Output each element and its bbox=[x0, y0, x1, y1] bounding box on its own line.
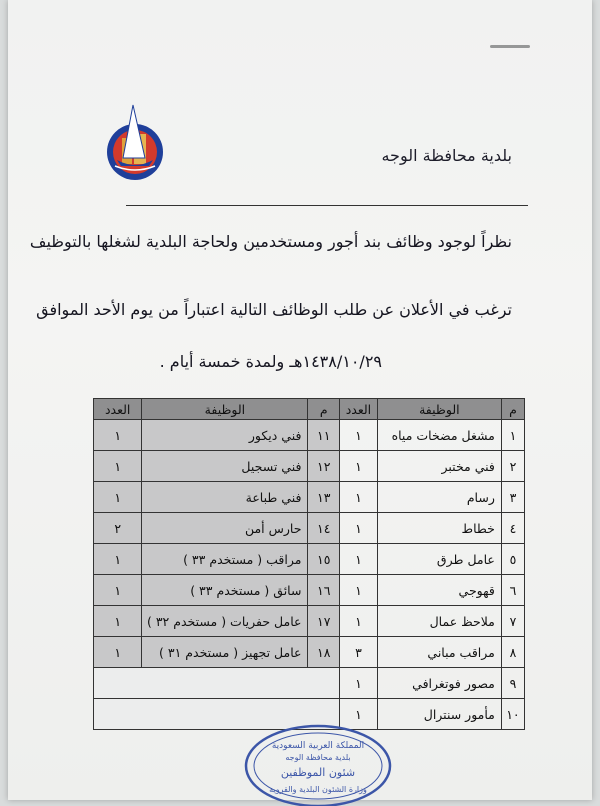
row-number: ٦ bbox=[501, 575, 524, 606]
row-number: ٨ bbox=[501, 637, 524, 668]
table-row bbox=[94, 451, 525, 482]
table-row bbox=[94, 637, 525, 668]
job-title: خطاط bbox=[377, 513, 501, 544]
empty-cell bbox=[94, 668, 340, 699]
row-number: ٩ bbox=[501, 668, 524, 699]
jobs-table bbox=[93, 398, 525, 730]
header-m: م bbox=[501, 399, 524, 420]
job-count: ١ bbox=[94, 451, 142, 482]
job-count: ١ bbox=[340, 451, 378, 482]
table-row bbox=[94, 420, 525, 451]
row-number: ٧ bbox=[501, 606, 524, 637]
row-number: ٥ bbox=[501, 544, 524, 575]
job-title: فني تسجيل bbox=[142, 451, 308, 482]
job-title: فني مختبر bbox=[377, 451, 501, 482]
table-row bbox=[94, 606, 525, 637]
job-title: قهوجي bbox=[377, 575, 501, 606]
job-count: ٣ bbox=[340, 637, 378, 668]
job-count: ١ bbox=[94, 575, 142, 606]
organization-name: بلدية محافظة الوجه bbox=[381, 146, 512, 165]
row-number: ١٦ bbox=[308, 575, 340, 606]
row-number: ١٥ bbox=[308, 544, 340, 575]
row-number: ٤ bbox=[501, 513, 524, 544]
stamp-text-1: المملكة العربية السعودية bbox=[271, 741, 365, 751]
job-title: مشغل مضخات مياه bbox=[377, 420, 501, 451]
job-title: مراقب مباني bbox=[377, 637, 501, 668]
job-count: ١ bbox=[94, 606, 142, 637]
header-job: الوظيفة bbox=[142, 399, 308, 420]
row-number: ٣ bbox=[501, 482, 524, 513]
municipality-logo-icon bbox=[103, 100, 168, 185]
table-row bbox=[94, 513, 525, 544]
row-number: ١٠ bbox=[501, 699, 524, 730]
row-number: ٢ bbox=[501, 451, 524, 482]
table-row bbox=[94, 575, 525, 606]
job-count: ٢ bbox=[94, 513, 142, 544]
header-count: العدد bbox=[340, 399, 378, 420]
row-number: ١٢ bbox=[308, 451, 340, 482]
job-title: عامل طرق bbox=[377, 544, 501, 575]
official-stamp-icon bbox=[243, 718, 393, 806]
job-title: حارس أمن bbox=[142, 513, 308, 544]
row-number: ١٣ bbox=[308, 482, 340, 513]
job-count: ١ bbox=[340, 482, 378, 513]
body-line-2: ترغب في الأعلان عن طلب الوظائف التالية اعتباراً من يوم الأحد الموافق bbox=[36, 300, 512, 319]
job-count: ١ bbox=[340, 699, 378, 730]
job-count: ١ bbox=[94, 482, 142, 513]
job-count: ١ bbox=[340, 544, 378, 575]
job-title: عامل تجهيز ( مستخدم ٣١ ) bbox=[142, 637, 308, 668]
row-number: ١٨ bbox=[308, 637, 340, 668]
table-header-row bbox=[94, 399, 525, 420]
header-job: الوظيفة bbox=[377, 399, 501, 420]
job-count: ١ bbox=[340, 606, 378, 637]
job-count: ١ bbox=[94, 544, 142, 575]
pen-mark bbox=[490, 45, 530, 48]
job-title: فني ديكور bbox=[142, 420, 308, 451]
job-count: ١ bbox=[340, 513, 378, 544]
job-count: ١ bbox=[94, 420, 142, 451]
row-number: ١١ bbox=[308, 420, 340, 451]
job-title: رسام bbox=[377, 482, 501, 513]
job-title: عامل حفريات ( مستخدم ٣٢ ) bbox=[142, 606, 308, 637]
stamp-text-3: شئون الموظفين bbox=[280, 766, 356, 779]
table-row bbox=[94, 668, 525, 699]
document-page bbox=[8, 0, 592, 800]
job-count: ١ bbox=[340, 668, 378, 699]
stamp-text-4: وزارة الشئون البلدية والقروية bbox=[269, 785, 367, 794]
job-title: فني طباعة bbox=[142, 482, 308, 513]
job-count: ١ bbox=[340, 420, 378, 451]
job-title: ملاحظ عمال bbox=[377, 606, 501, 637]
job-title: مأمور سنترال bbox=[377, 699, 501, 730]
job-title: سائق ( مستخدم ٣٣ ) bbox=[142, 575, 308, 606]
table-row bbox=[94, 544, 525, 575]
stamp-text-2: بلدية محافظة الوجه bbox=[285, 753, 351, 762]
row-number: ١٧ bbox=[308, 606, 340, 637]
job-title: مراقب ( مستخدم ٣٣ ) bbox=[142, 544, 308, 575]
job-count: ١ bbox=[340, 575, 378, 606]
divider bbox=[126, 205, 528, 206]
job-count: ١ bbox=[94, 637, 142, 668]
table-row bbox=[94, 482, 525, 513]
header-m: م bbox=[308, 399, 340, 420]
row-number: ١٤ bbox=[308, 513, 340, 544]
header-count: العدد bbox=[94, 399, 142, 420]
job-title: مصور فوتغرافي bbox=[377, 668, 501, 699]
row-number: ١ bbox=[501, 420, 524, 451]
body-line-3: ١٤٣٨/١٠/٢٩هـ ولمدة خمسة أيام . bbox=[159, 352, 382, 371]
body-line-1: نظراً لوجود وظائف بند أجور ومستخدمين ولحاجة البلدية لشغلها بالتوظيف bbox=[29, 232, 512, 251]
